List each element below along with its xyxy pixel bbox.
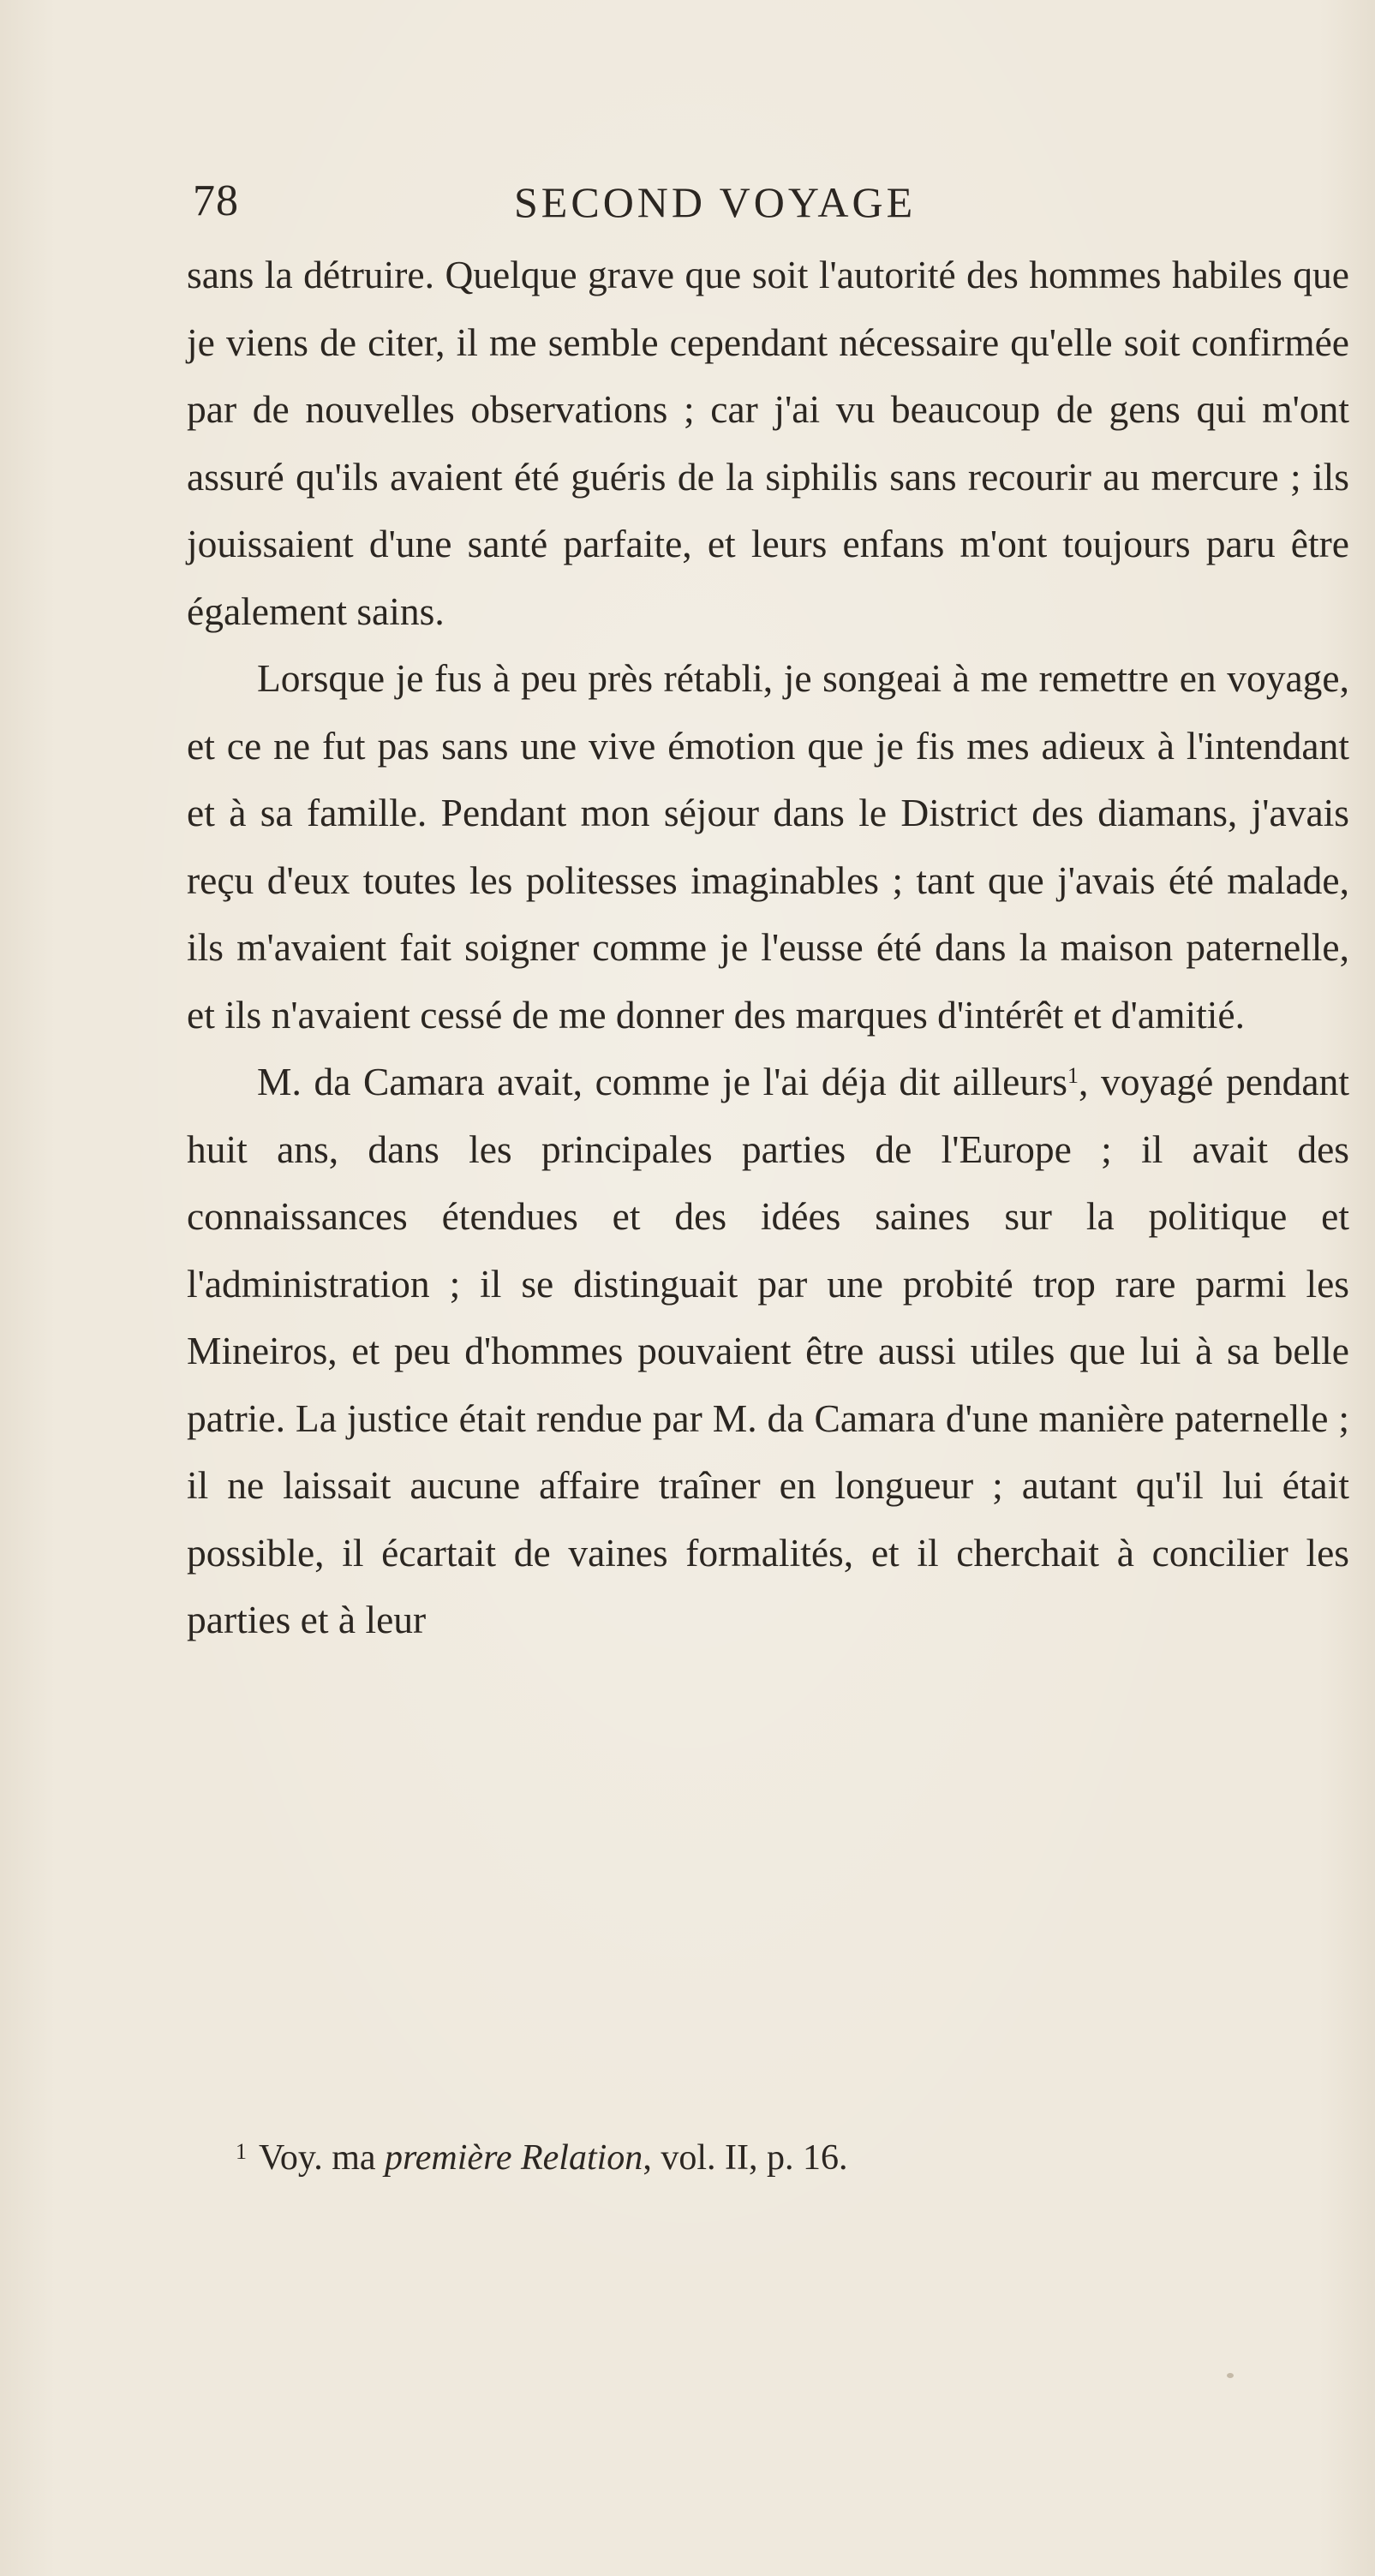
paragraph-3 [187, 1049, 1349, 1654]
paragraph-3-text-end: , voyagé pendant huit ans, dans les principales parties de l'Europe ; il avait des connaissances étendues et des idées saines sur la politique et l'administration ; il se distinguait par une probité trop rare parmi les Mineiros, et peu d'hommes pouvaient être aussi utiles que lui à sa belle patrie. La justice était rendue par M. da Camara d'une manière paternelle ; il ne laissait aucune affaire traîner en longueur ; autant qu'il lui était possible, il écartait de vaines formalités, et il cherchait à concilier les parties et à leur [187, 1060, 1350, 1641]
footnote-reference[interactable]: 1 [1067, 1063, 1079, 1088]
running-title: SECOND VOYAGE [514, 178, 917, 226]
paragraph-2: Lorsque je fus à peu près rétabli, je songeai à me remettre en voyage, et ce ne fut pas sans une vive émotion que je fis mes adieux à l'intendant et à sa famille. Pendant mon séjour dans le District des diamans, j'avais reçu d'eux toutes les politesses imaginables ; tant que j'avais été malade, ils m'avaient fait soigner comme je l'eusse été dans la maison paternelle, et ils n'avaient cessé de me donner des marques d'intérêt et d'amitié. [187, 656, 1349, 1037]
footnote-title: première Relation [385, 2138, 643, 2178]
footnote [236, 2126, 1264, 2184]
footnote-suffix: , vol. II, p. 16. [643, 2138, 848, 2178]
body-text [187, 242, 1349, 1654]
paper-speck [1227, 2373, 1234, 2378]
paragraph-1: sans la détruire. Quelque grave que soit l'autorité des hommes habiles que je viens de citer, il me semble cependant nécessaire qu'elle soit confirmée par de nouvelles observations ; car j'ai vu beaucoup de gens qui m'ont assuré qu'ils avaient été guéris de la siphilis sans recourir au mercure ; ils jouissaient d'une santé parfaite, et leurs enfans m'ont toujours paru être également sains. [187, 253, 1349, 633]
footnote-marker: 1 [236, 2139, 247, 2164]
page-number: 78 [193, 176, 239, 225]
paragraph-3-text-start: M. da Camara avait, comme je l'ai déja dit ailleurs [257, 1060, 1067, 1103]
page-header [193, 176, 1349, 236]
footnote-prefix: Voy. ma [259, 2138, 385, 2178]
